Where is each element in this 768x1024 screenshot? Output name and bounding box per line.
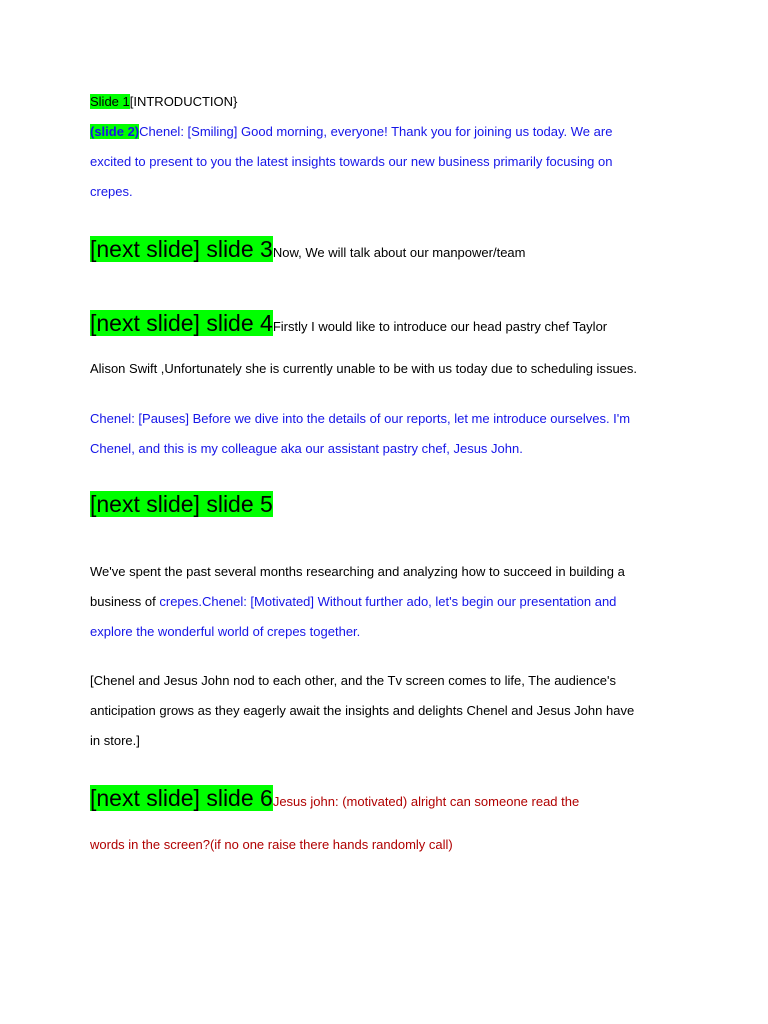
slide-3-heading: [next slide] slide 3 [90,236,273,262]
slide-5-p1-line-1: We've spent the past several months researching and analyzing how to succeed in building a [90,564,625,579]
slide-6-line-2: words in the screen?(if no one raise there hands randomly call) [90,837,453,852]
slide-4-text: Firstly I would like to introduce our head pastry chef Taylor [272,319,608,334]
slide-5-p2-line-2: anticipation grows as they eagerly await the insights and delights Chenel and Jesus John have [90,703,635,718]
slide-4-chenel-line-1: Chenel: [Pauses] Before we dive into the details of our reports, let me introduce ourselves. I'm [90,411,631,426]
slide-2-tag: (slide 2) [90,124,140,139]
slide-5-p1-line-2-black: business of [90,594,160,609]
slide-4-chenel-line-2: Chenel, and this is my colleague aka our assistant pastry chef, Jesus John. [90,441,523,456]
slide-4-line-2: Alison Swift ,Unfortunately she is currently unable to be with us today due to scheduling issues. [90,361,638,376]
slide-4-heading: [next slide] slide 4 [90,310,273,336]
intro-title-line [90,87,690,117]
slide-3-line [90,235,690,268]
slide-4-chenel-paragraph [90,404,690,464]
slide-6-text: Jesus john: (motivated) alright can someone read the [272,794,580,809]
slide-5-paragraph-2 [90,666,690,756]
slide-5-p1-line-3: explore the wonderful world of crepes together. [90,624,361,639]
slide-5-p2-line-3: in store.] [90,733,140,748]
intro-title: [INTRODUCTION} [129,94,238,109]
slide-4-section [90,309,690,342]
slide-6-section [90,784,690,817]
slide-1-tag: Slide 1 [90,94,130,109]
intro-line-1-text: Chenel: [Smiling] Good morning, everyone! Thank you for joining us today. We are [139,124,613,139]
intro-line-2: excited to present to you the latest insights towards our new business primarily focusing on [90,154,613,169]
slide-5-section [90,490,690,518]
slide-5-p2-line-1: [Chenel and Jesus John nod to each other, and the Tv screen comes to life, The audience's [90,673,616,688]
slide-5-p1-line-2-blue: crepes.Chenel: [Motivated] Without further ado, let's begin our presentation and [159,594,617,609]
slide-6-line [90,784,690,817]
intro-line-1 [90,117,690,147]
intro-line-3: crepes. [90,184,133,199]
intro-section [90,87,690,207]
slide-5-paragraph-1 [90,557,690,647]
slide-4-line [90,309,690,342]
slide-5-p1-line-2 [90,587,690,617]
slide-3-section [90,235,690,268]
slide-6-heading: [next slide] slide 6 [90,785,273,811]
slide-5-heading: [next slide] slide 5 [90,491,273,517]
slide-3-text: Now, We will talk about our manpower/team [272,245,526,260]
